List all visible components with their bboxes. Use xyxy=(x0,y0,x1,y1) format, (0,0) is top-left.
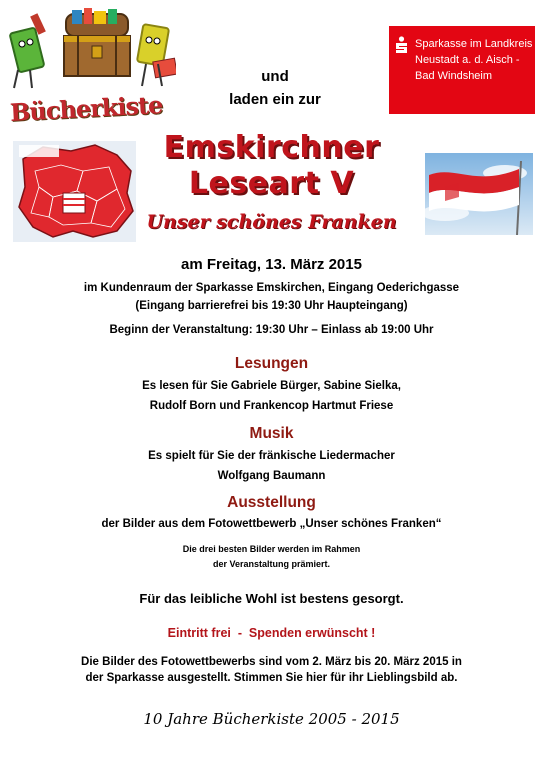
sparkasse-s-icon xyxy=(395,36,408,54)
title-line-2: Leseart V xyxy=(188,166,355,201)
musik-line-1: Es spielt für Sie der fränkische Liedermacher xyxy=(148,450,395,462)
sparkasse-line-3: Bad Windsheim xyxy=(415,70,493,82)
intro-und: und xyxy=(261,68,289,85)
book-chest-illustration xyxy=(8,8,176,103)
admission-note: Eintritt frei - Spenden erwünscht ! xyxy=(167,626,376,640)
lesungen-heading: Lesungen xyxy=(234,355,309,372)
ausstellung-heading: Ausstellung xyxy=(227,494,316,511)
exhibition-line-1: Die Bilder des Fotowettbewerbs sind vom 2. März bis 20. März 2015 in xyxy=(81,656,462,668)
title-line-1: Emskirchner xyxy=(163,130,380,165)
ausstellung-line-1: der Bilder aus dem Fotowettbewerb „Unser schönes Franken“ xyxy=(101,518,442,530)
intro-laden: laden ein zur xyxy=(229,91,321,108)
catering-note: Für das leibliche Wohl ist bestens gesorgt. xyxy=(139,591,404,606)
event-access: (Eingang barrierefrei bis 19:30 Uhr Haupteingang) xyxy=(135,300,408,312)
musik-line-2: Wolfgang Baumann xyxy=(217,470,326,482)
ausstellung-note-1: Die drei besten Bilder werden im Rahmen xyxy=(182,544,361,554)
sparkasse-line-2: Neustadt a. d. Aisch - xyxy=(415,54,520,66)
sparkasse-logo xyxy=(389,26,535,114)
anniversary-footer: 10 Jahre Bücherkiste 2005 - 2015 xyxy=(143,710,400,728)
event-start: Beginn der Veranstaltung: 19:30 Uhr – Einlass ab 19:00 Uhr xyxy=(109,324,434,336)
exhibition-line-2: der Sparkasse ausgestellt. Stimmen Sie hier für ihr Lieblingsbild ab. xyxy=(85,672,458,684)
sparkasse-name xyxy=(415,36,532,84)
event-date: am Freitag, 13. März 2015 xyxy=(181,256,362,273)
lesungen-line-2: Rudolf Born und Frankencop Hartmut Friese xyxy=(149,400,394,412)
lesungen-line-1: Es lesen für Sie Gabriele Bürger, Sabine Sielka, xyxy=(142,380,401,392)
title-subtitle: Unser schönes Franken xyxy=(146,211,397,233)
musik-heading: Musik xyxy=(249,425,294,442)
sparkasse-line-1: Sparkasse im Landkreis xyxy=(415,38,533,50)
buecherkiste-logo xyxy=(8,8,176,127)
ausstellung-note-2: der Veranstaltung prämiert. xyxy=(212,559,331,569)
event-location: im Kundenraum der Sparkasse Emskirchen, Eingang Oederichgasse xyxy=(83,282,460,294)
buecherkiste-wordmark: Bücherkiste xyxy=(9,90,163,127)
